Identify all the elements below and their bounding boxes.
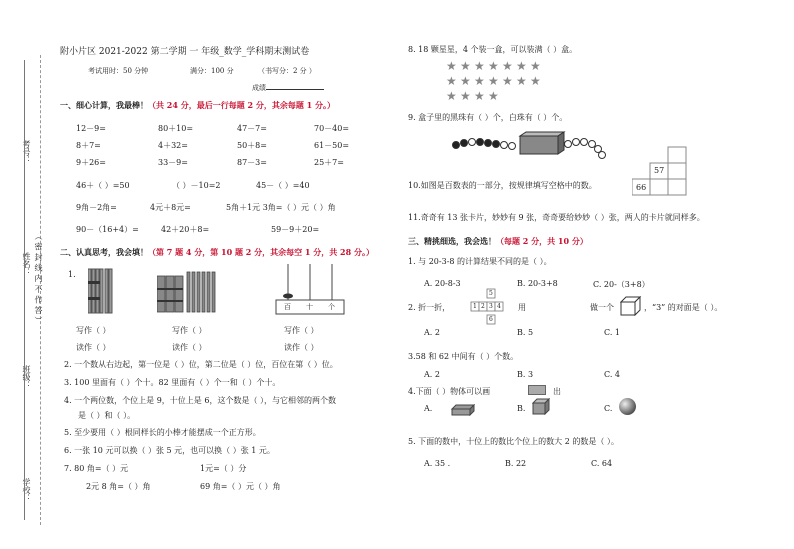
calc-2-2: 4＋32= bbox=[158, 141, 188, 150]
star-icon: ★ bbox=[530, 74, 541, 88]
calc-3-2: 33－9= bbox=[158, 158, 188, 167]
calc-1-3: 47－7= bbox=[237, 124, 267, 133]
q2-4b: 是（ ）和（ ）。 bbox=[78, 411, 136, 420]
net-3: 3 bbox=[489, 303, 493, 310]
star-icon: ★ bbox=[488, 59, 499, 73]
star-icon: ★ bbox=[474, 74, 485, 88]
s3-q5-b: B. 22 bbox=[505, 459, 527, 468]
q9: 9. 盒子里的黑珠有（ ）个，白珠有（ ）个。 bbox=[408, 113, 568, 122]
s3-q2b: 用 bbox=[518, 303, 526, 312]
star-icon: ★ bbox=[460, 74, 471, 88]
s3-q4-b: B. bbox=[517, 404, 526, 413]
calc-1-2: 80＋10= bbox=[158, 124, 194, 133]
s3-q5-c: C. 64 bbox=[591, 459, 613, 468]
net-2: 2 bbox=[481, 303, 485, 310]
grid-66: 66 bbox=[636, 183, 647, 192]
star-icon: ★ bbox=[530, 59, 541, 73]
calc-1-1: 12－9= bbox=[76, 124, 106, 133]
star-icon: ★ bbox=[516, 59, 527, 73]
abacus-ones: 个 bbox=[328, 303, 335, 311]
s3-q2-a: A. 2 bbox=[424, 328, 440, 337]
q2-5: 5. 至少要用（ ）根同样长的小棒才能摆成一个正方形。 bbox=[64, 428, 261, 437]
s3-q1-c: C. 20-（3+8） bbox=[593, 280, 650, 289]
net-6: 6 bbox=[489, 316, 493, 323]
calc-1-4: 70－40= bbox=[314, 124, 350, 133]
q2-1-label: 1. bbox=[68, 270, 76, 279]
s3-q5-a: A. 35 . bbox=[424, 459, 451, 468]
s3-q4-c: C. bbox=[604, 404, 613, 413]
q10: 10.如图是百数表的一部分，按规律填写空格中的数。 bbox=[408, 181, 597, 190]
s3-q4a: 4.下面（ ）物体可以画 bbox=[408, 387, 491, 396]
sphere-icon bbox=[619, 398, 636, 415]
q2-7a-2: 1元=（ ）分 bbox=[200, 464, 247, 473]
cube-icon bbox=[620, 296, 642, 316]
star-icon: ★ bbox=[446, 59, 457, 73]
star-icon: ★ bbox=[446, 89, 457, 103]
page-title: 附小片区 2021-2022 第二学期 一 年级_数学_学科期末测试卷 bbox=[60, 47, 310, 57]
calc-3-1: 9＋26= bbox=[76, 158, 106, 167]
write-1: 写作（ ） bbox=[76, 326, 111, 335]
s3-q3: 3.58 和 62 中间有（ ）个数。 bbox=[408, 352, 519, 361]
beads-picture bbox=[450, 130, 610, 160]
s3-q2c: 做一个 bbox=[590, 303, 614, 312]
calc-2-1: 8＋7= bbox=[76, 141, 101, 150]
stars-picture bbox=[446, 60, 546, 106]
s3-q1-a: A. 20-8-3 bbox=[424, 279, 461, 288]
calc-3-4: 25＋7= bbox=[314, 158, 344, 167]
s3-q3-c: C. 4 bbox=[604, 370, 621, 379]
section1-title: 一、细心计算，我最棒！（共 24 分，最后一行每题 2 分，其余每题 1 分。） bbox=[60, 100, 335, 110]
q2-2: 2. 一个数从右边起，第一位是（ ）位，第二位是（ ）位，百位在第（ ）位。 bbox=[64, 360, 338, 369]
side-class: 班级： bbox=[22, 365, 31, 389]
net-5: 5 bbox=[489, 290, 493, 297]
q2-6: 6. 一张 10 元可以换（ ）张 5 元，也可以换（ ）张 1 元。 bbox=[64, 446, 275, 455]
cuboid-icon bbox=[451, 401, 475, 413]
q11: 11.奇奇有 13 张卡片，妙妙有 9 张，奇奇要给妙妙（ ）张，两人的卡片就同样多。 bbox=[408, 213, 705, 222]
exam-time: 考试用时：50 分钟 bbox=[88, 67, 149, 75]
s3-q3-b: B. 3 bbox=[517, 370, 534, 379]
bundle-picture-1 bbox=[88, 267, 114, 317]
star-icon: ★ bbox=[516, 74, 527, 88]
writing-score: （书写分：2 分 ） bbox=[258, 67, 316, 75]
q2-7b-2: 69 角=（ ）元（ ）角 bbox=[200, 482, 281, 491]
read-1: 读作（ ） bbox=[76, 343, 111, 352]
s3-q2a: 2. 折一折， bbox=[408, 303, 451, 312]
q2-3: 3. 100 里面有（ ）个十。82 里面有（ ）个一和（ ）个十。 bbox=[64, 378, 281, 387]
side-seal: （ 密 封 线 内 不 作 答 ） bbox=[34, 232, 43, 325]
calc-4-1: 46＋（ ）=50 bbox=[76, 181, 130, 190]
section3-title: 三、精挑细选，我会选！（每题 2 分，共 10 分） bbox=[408, 236, 588, 246]
grid-57: 57 bbox=[654, 166, 665, 175]
s3-q3-a: A. 2 bbox=[424, 370, 440, 379]
s3-q1-b: B. 20-3+8 bbox=[517, 279, 558, 288]
net-1: 1 bbox=[473, 303, 477, 310]
star-icon: ★ bbox=[460, 59, 471, 73]
star-icon: ★ bbox=[488, 89, 499, 103]
calc-2-3: 50＋8= bbox=[237, 141, 267, 150]
full-score: 满分：100 分 bbox=[190, 67, 234, 75]
s3-q4b: 出 bbox=[553, 387, 561, 396]
s3-q5: 5. 下面的数中，十位上的数比个位上的数大 2 的数是（ ）。 bbox=[408, 437, 619, 446]
side-school: 学校： bbox=[22, 478, 31, 502]
bundle-picture-2 bbox=[157, 270, 219, 316]
star-icon: ★ bbox=[446, 74, 457, 88]
q2-7b-1: 2元 8 角=（ ）角 bbox=[86, 482, 151, 491]
calc-5-1: 9角－2角= bbox=[76, 203, 117, 212]
q8: 8. 18 颗星星，4 个装一盒，可以装满（ ）盒。 bbox=[408, 45, 578, 54]
side-lines bbox=[24, 60, 26, 520]
calc-6-1: 90－（16+4）= bbox=[76, 225, 139, 234]
write-2: 写作（ ） bbox=[172, 326, 207, 335]
write-3: 写作（ ） bbox=[284, 326, 319, 335]
star-icon: ★ bbox=[460, 89, 471, 103]
rect-icon bbox=[528, 385, 546, 395]
s3-q2d: ，“3” 的对面是（ ）。 bbox=[644, 303, 723, 312]
section2-title: 二、认真思考，我会填！（第 7 题 4 分，第 10 题 2 分，其余每空 1 分，共 28 分。） bbox=[60, 247, 374, 257]
cube-solid-icon bbox=[532, 398, 550, 415]
s3-q4-a: A. bbox=[424, 404, 433, 413]
calc-4-3: 45－（ ）=40 bbox=[256, 181, 310, 190]
side-name: 姓名： bbox=[22, 252, 31, 276]
s3-q1: 1. 与 20-3-8 的计算结果不同的是（ ）。 bbox=[408, 257, 552, 266]
side-kaohao: 考号： bbox=[22, 140, 31, 164]
score-label: 成绩 bbox=[252, 81, 324, 93]
star-icon: ★ bbox=[502, 74, 513, 88]
read-3: 读作（ ） bbox=[284, 343, 319, 352]
calc-4-2: （ ）－10=2 bbox=[172, 181, 221, 190]
read-2: 读作（ ） bbox=[172, 343, 207, 352]
calc-5-2: 4元＋8元= bbox=[150, 203, 191, 212]
calc-6-2: 42＋20＋8= bbox=[161, 225, 210, 234]
calc-2-4: 61－50= bbox=[314, 141, 350, 150]
calc-5-3: 5角＋1元 3角=（ ）元（ ）角 bbox=[226, 203, 336, 212]
calc-6-3: 59－9＋20= bbox=[271, 225, 320, 234]
abacus-hundreds: 百 bbox=[284, 303, 291, 311]
q2-7a-1: 7. 80 角=（ ）元 bbox=[64, 464, 129, 473]
star-icon: ★ bbox=[488, 74, 499, 88]
q2-4a: 4. 一个两位数，个位上是 9，十位上是 6，这个数是（ ），与它相邻的两个数 bbox=[64, 396, 336, 405]
star-icon: ★ bbox=[474, 59, 485, 73]
calc-3-3: 87－3= bbox=[237, 158, 267, 167]
s3-q2-c: C. 1 bbox=[604, 328, 621, 337]
s3-q2-b: B. 5 bbox=[517, 328, 534, 337]
net-4: 4 bbox=[497, 303, 501, 310]
star-icon: ★ bbox=[474, 89, 485, 103]
star-icon: ★ bbox=[502, 59, 513, 73]
abacus-tens: 十 bbox=[306, 303, 313, 311]
